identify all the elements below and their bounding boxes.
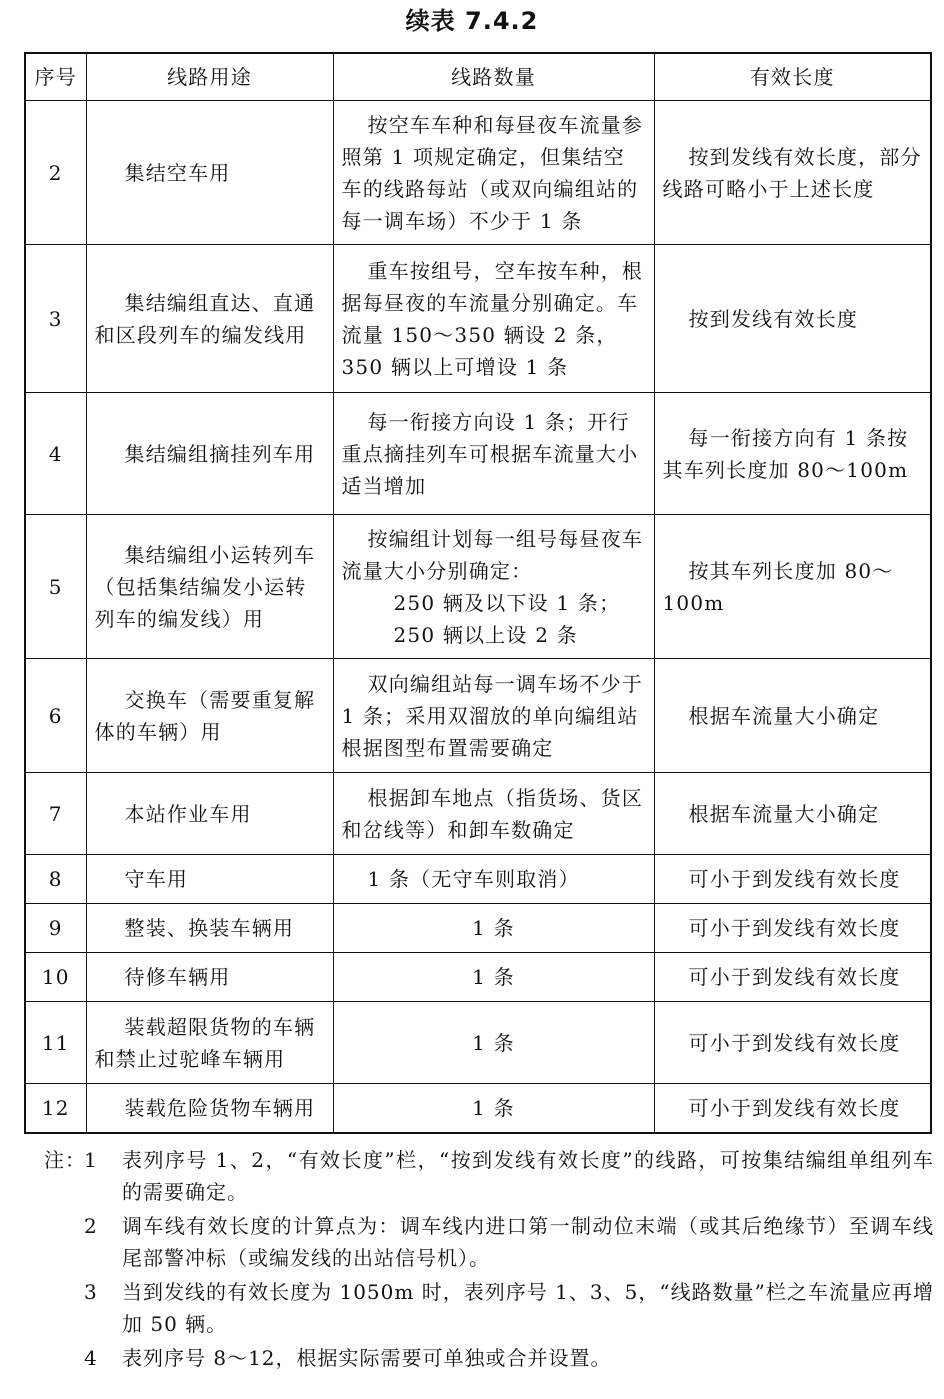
row-count: 根据卸车地点（指货场、货区和岔线等）和卸车数确定 bbox=[333, 773, 654, 855]
row-count: 1 条 bbox=[333, 904, 654, 953]
row-use: 集结空车用 bbox=[86, 101, 333, 245]
table-row bbox=[25, 773, 931, 855]
table-row bbox=[25, 855, 931, 904]
row-no: 12 bbox=[25, 1084, 86, 1133]
row-no: 10 bbox=[25, 953, 86, 1002]
row-use: 守车用 bbox=[86, 855, 333, 904]
row-count: 按空车车种和每昼夜车流量参照第 1 项规定确定，但集结空车的线路每站（或双向编组站的每一调车场）不少于 1 条 bbox=[333, 101, 654, 245]
row-count: 双向编组站每一调车场不少于 1 条；采用双溜放的单向编组站根据图型布置需要确定 bbox=[333, 659, 654, 773]
row-count: 1 条 bbox=[333, 1002, 654, 1084]
table-row bbox=[25, 1084, 931, 1133]
row-count: 1 条（无守车则取消） bbox=[333, 855, 654, 904]
row-length: 按到发线有效长度，部分线路可略小于上述长度 bbox=[654, 101, 931, 245]
row-count: 1 条 bbox=[333, 953, 654, 1002]
notes-label: 注： bbox=[44, 1148, 86, 1172]
header-length: 有效长度 bbox=[654, 53, 931, 101]
row-use: 本站作业车用 bbox=[86, 773, 333, 855]
note-item bbox=[44, 1144, 934, 1208]
row-use: 待修车辆用 bbox=[86, 953, 333, 1002]
note-number: 4 bbox=[84, 1346, 98, 1370]
row-length: 按到发线有效长度 bbox=[654, 245, 931, 393]
row-count: 1 条 bbox=[333, 1084, 654, 1133]
table-row bbox=[25, 1002, 931, 1084]
row-no: 8 bbox=[25, 855, 86, 904]
table-row bbox=[25, 953, 931, 1002]
row-no: 11 bbox=[25, 1002, 86, 1084]
count-line: 按编组计划每一组号每昼夜车流量大小分别确定： bbox=[341, 526, 644, 583]
note-item bbox=[44, 1342, 934, 1374]
row-use: 装载危险货物车辆用 bbox=[86, 1084, 333, 1133]
header-count: 线路数量 bbox=[333, 53, 654, 101]
note-number: 3 bbox=[84, 1280, 98, 1304]
row-length: 可小于到发线有效长度 bbox=[654, 904, 931, 953]
row-count: 重车按组号，空车按车种，根据每昼夜的车流量分别确定。车流量 150～350 辆设 2 条，350 辆以上可增设 1 条 bbox=[333, 245, 654, 393]
table-row bbox=[25, 245, 931, 393]
table-title: 续表 7.4.2 bbox=[405, 7, 539, 35]
table-row bbox=[25, 393, 931, 515]
row-use: 装载超限货物的车辆和禁止过驼峰车辆用 bbox=[86, 1002, 333, 1084]
row-length: 可小于到发线有效长度 bbox=[654, 1084, 931, 1133]
table-row bbox=[25, 515, 931, 659]
row-no: 2 bbox=[25, 101, 86, 245]
note-item bbox=[44, 1210, 934, 1274]
header-no: 序号 bbox=[25, 53, 86, 101]
row-no: 9 bbox=[25, 904, 86, 953]
row-no: 5 bbox=[25, 515, 86, 659]
row-no: 3 bbox=[25, 245, 86, 393]
row-no: 6 bbox=[25, 659, 86, 773]
table-row bbox=[25, 904, 931, 953]
row-use: 集结编组直达、直通和区段列车的编发线用 bbox=[86, 245, 333, 393]
row-use: 交换车（需要重复解体的车辆）用 bbox=[86, 659, 333, 773]
row-length: 根据车流量大小确定 bbox=[654, 659, 931, 773]
note-number: 2 bbox=[84, 1214, 98, 1238]
note-text: 表列序号 8～12，根据实际需要可单独或合并设置。 bbox=[122, 1346, 612, 1370]
header-use: 线路用途 bbox=[86, 53, 333, 101]
table-row bbox=[25, 101, 931, 245]
note-item bbox=[44, 1276, 934, 1340]
row-count: 每一衔接方向设 1 条；开行重点摘挂列车可根据车流量大小适当增加 bbox=[333, 393, 654, 515]
header-row bbox=[25, 53, 931, 101]
count-line: 250 辆以上设 2 条 bbox=[393, 622, 578, 647]
note-text: 当到发线的有效长度为 1050m 时，表列序号 1、3、5，“线路数量”栏之车流量应再增加 50 辆。 bbox=[122, 1280, 934, 1336]
note-number: 1 bbox=[84, 1148, 98, 1172]
note-text: 调车线有效长度的计算点为：调车线内进口第一制动位末端（或其后绝缘节）至调车线尾部警冲标（或编发线的出站信号机）。 bbox=[122, 1214, 934, 1270]
row-no: 4 bbox=[25, 393, 86, 515]
count-line: 250 辆及以下设 1 条； bbox=[393, 590, 621, 615]
row-use: 整装、换装车辆用 bbox=[86, 904, 333, 953]
row-length: 可小于到发线有效长度 bbox=[654, 953, 931, 1002]
row-length: 每一衔接方向有 1 条按其车列长度加 80～100m bbox=[654, 393, 931, 515]
row-length: 可小于到发线有效长度 bbox=[654, 1002, 931, 1084]
row-no: 7 bbox=[25, 773, 86, 855]
note-text: 表列序号 1、2，“有效长度”栏，“按到发线有效长度”的线路，可按集结编组单组列车的需要确定。 bbox=[122, 1148, 934, 1204]
row-length: 按其车列长度加 80～100m bbox=[654, 515, 931, 659]
table-row bbox=[25, 659, 931, 773]
row-length: 根据车流量大小确定 bbox=[654, 773, 931, 855]
row-use: 集结编组摘挂列车用 bbox=[86, 393, 333, 515]
notes-section bbox=[44, 1144, 934, 1376]
row-use: 集结编组小运转列车（包括集结编发小运转列车的编发线）用 bbox=[86, 515, 333, 659]
spec-table bbox=[24, 52, 932, 1134]
row-count bbox=[333, 515, 654, 659]
row-length: 可小于到发线有效长度 bbox=[654, 855, 931, 904]
